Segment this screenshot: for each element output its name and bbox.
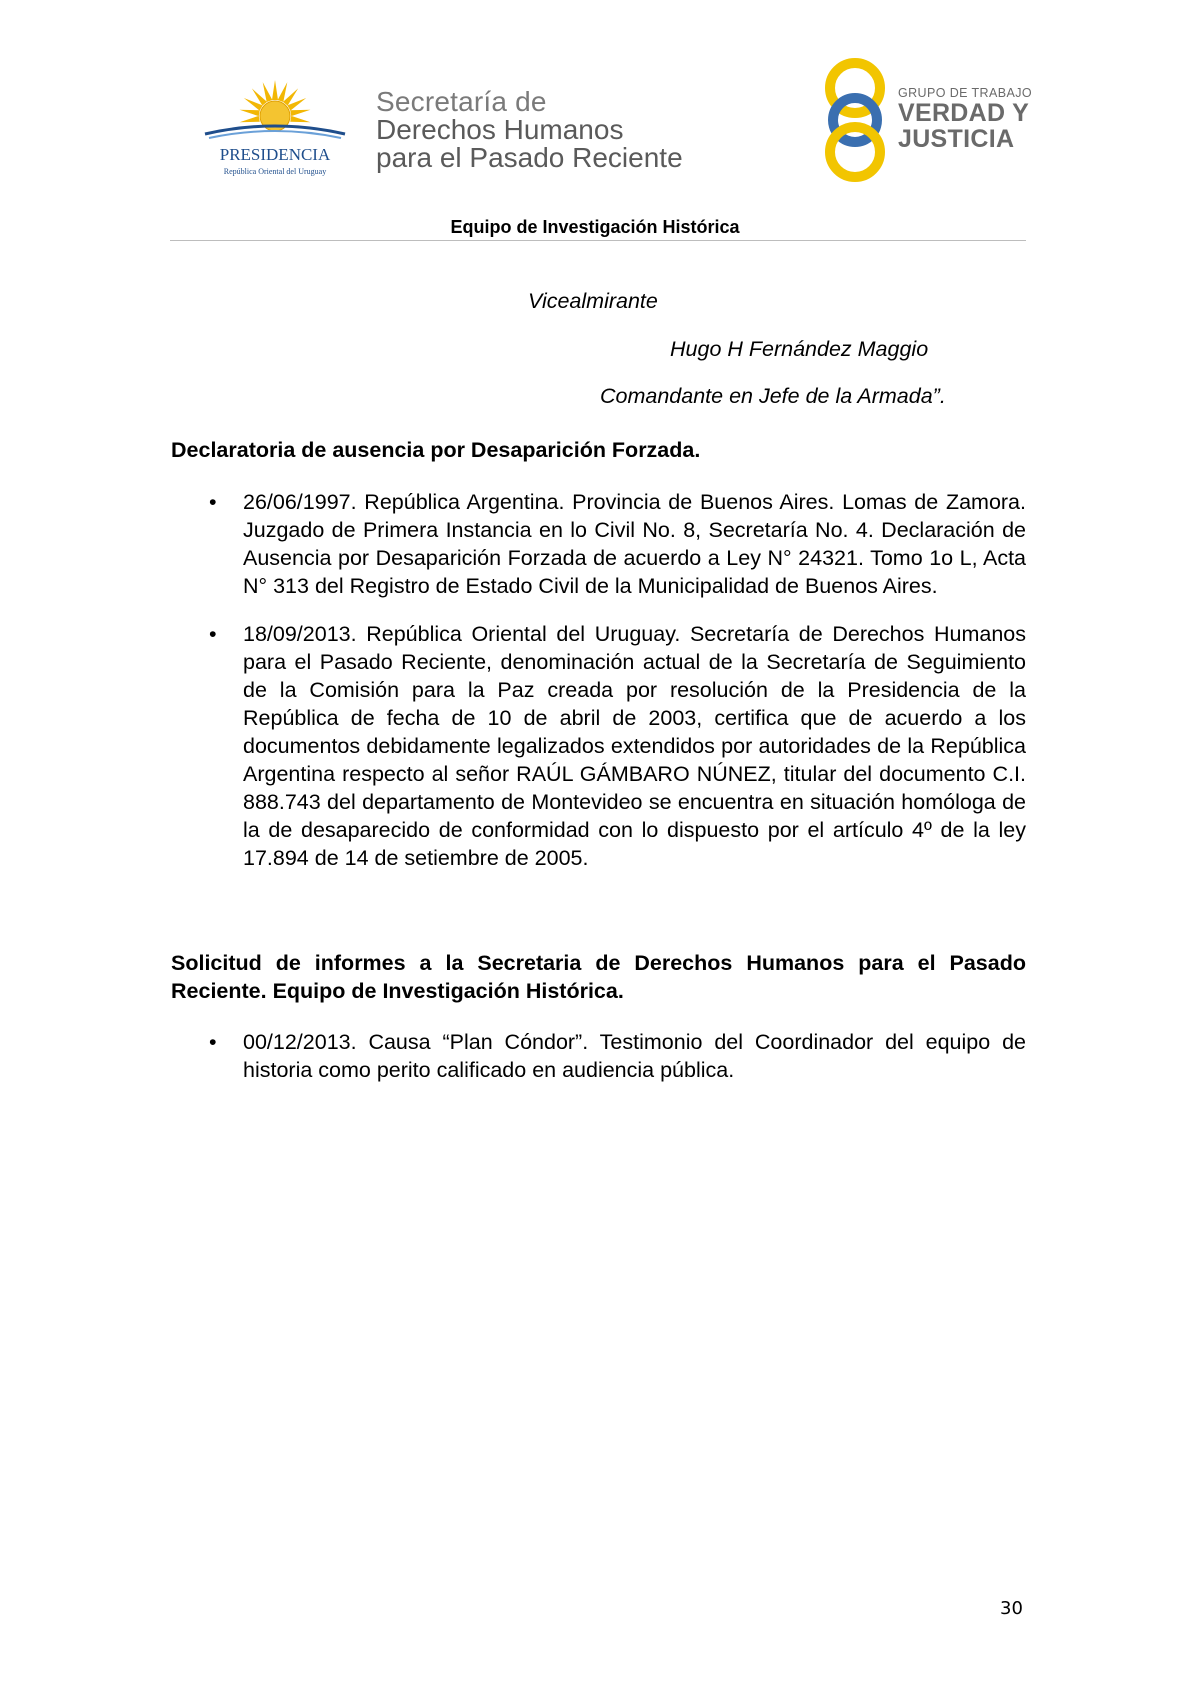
presidencia-name: PRESIDENCIA xyxy=(219,145,331,164)
header-team: Equipo de Investigación Histórica xyxy=(450,217,740,237)
list-item xyxy=(171,620,1026,872)
secretaria-line3: para el Pasado Reciente xyxy=(376,142,683,173)
vj-line2: VERDAD Y xyxy=(898,99,1030,127)
secretaria-line2: Derechos Humanos xyxy=(376,114,624,145)
bullet-icon: • xyxy=(209,622,217,646)
list-item-text: 18/09/2013. República Oriental del Uruguay. Secretaría de Derechos Humanos para el Pasado Reciente, denominación actual de la Secretaría de Seguimiento de la Comisión para la Paz creada por resolución de la Presidencia de la República de fecha de 10 de abril de 2003, certifica que de acuerdo a los documentos debidamente legalizados extendidos por autoridades de la República Argentina respecto al señor RAÚL GÁMBARO NÚNEZ, titular del documento C.I. 888.743 del departamento de Montevideo se encuentra en situación homóloga de la de desaparecido de conformidad con lo dispuesto por el artículo 4º de la ley 17.894 de 14 de setiembre de 2005. xyxy=(243,622,1026,870)
signature-name: Hugo H Fernández Maggio xyxy=(670,337,929,361)
presidencia-logo xyxy=(195,78,355,178)
list-item xyxy=(171,1028,1026,1084)
bullet-icon: • xyxy=(209,1030,217,1054)
signature-title: Comandante en Jefe de la Armada”. xyxy=(600,384,946,408)
section-heading: Solicitud de informes a la Secretaria de Derechos Humanos para el Pasado Reciente. Equipo de Investigación Histórica. xyxy=(171,951,1026,1003)
list-item-text: 00/12/2013. Causa “Plan Cóndor”. Testimonio del Coordinador del equipo de historia como perito calificado en audiencia pública. xyxy=(243,1030,1026,1082)
vj-line1: GRUPO DE TRABAJO xyxy=(898,86,1032,100)
list-item-text: 26/06/1997. República Argentina. Provincia de Buenos Aires. Lomas de Zamora. Juzgado de Primera Instancia en lo Civil No. 8, Secretaría No. 4. Declaración de Ausencia por Desaparición Forzada de acuerdo a Ley N° 24321. Tomo 1o L, Acta N° 313 del Registro de Estado Civil de la Municipalidad de Buenos Aires. xyxy=(243,490,1026,598)
page-number: 30 xyxy=(1000,1598,1023,1619)
secretaria-logo xyxy=(376,88,683,172)
vj-line3: JUSTICIA xyxy=(898,125,1015,153)
presidencia-subtitle: República Oriental del Uruguay xyxy=(223,167,327,176)
interlocked-rings-icon xyxy=(820,56,900,184)
signature-rank: Vicealmirante xyxy=(528,289,658,313)
sun-emblem-icon xyxy=(195,78,355,178)
bullet-list xyxy=(171,488,1026,872)
section-heading: Declaratoria de ausencia por Desaparición Forzada. xyxy=(171,438,701,462)
list-item xyxy=(171,488,1026,600)
header-divider xyxy=(170,240,1026,241)
secretaria-line1: Secretaría de xyxy=(376,86,547,117)
verdad-justicia-text xyxy=(898,86,1032,152)
bullet-icon: • xyxy=(209,490,217,514)
bullet-list xyxy=(171,1028,1026,1084)
